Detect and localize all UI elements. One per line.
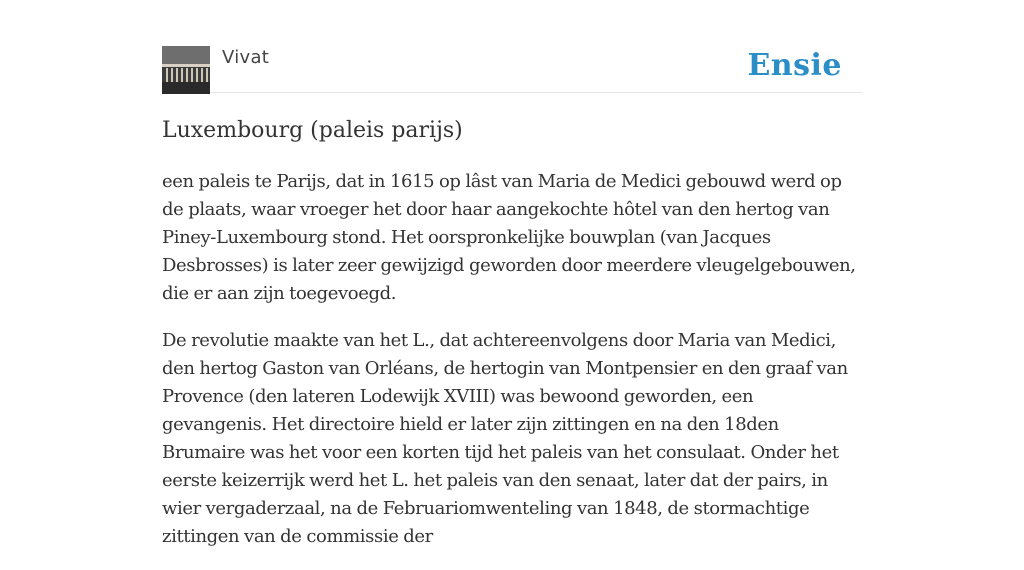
article-body <box>162 168 862 570</box>
brand-logo[interactable]: Ensie <box>747 48 842 83</box>
article-paragraph: een paleis te Parijs, dat in 1615 op lâst van Maria de Medici gebouwd werd op de plaats, waar vroeger het door haar aangekochte hôtel van den hertog van Piney-Luxembourg stond. Het oorspronkelijke bouwplan (van Jacques Desbrosses) is later zeer gewijzigd geworden door meerdere vleugelgebouwen, die er aan zijn toegevoegd. <box>162 171 856 304</box>
author-name[interactable]: Vivat <box>222 47 270 68</box>
site-header <box>162 46 862 93</box>
page-title: Luxembourg (paleis parijs) <box>162 118 463 143</box>
article-paragraph: De revolutie maakte van het L., dat achtereenvolgens door Maria van Medici, den hertog Gaston van Orléans, de hertogin van Montpensier en den graaf van Provence (den lateren Lodewijk XVIII) was bewoond geworden, een gevangenis. Het directoire hield er later zijn zittingen en na den 18den Brumaire was het voor een korten tijd het paleis van het consulaat. Onder het eerste keizerrijk werd het L. het paleis van den senaat, later dat der pairs, in wier vergaderzaal, na de Februariomwenteling van 1848, de stormachtige zittingen van de commissie der <box>162 330 848 547</box>
avatar[interactable] <box>162 46 210 94</box>
avatar-image <box>162 46 210 94</box>
